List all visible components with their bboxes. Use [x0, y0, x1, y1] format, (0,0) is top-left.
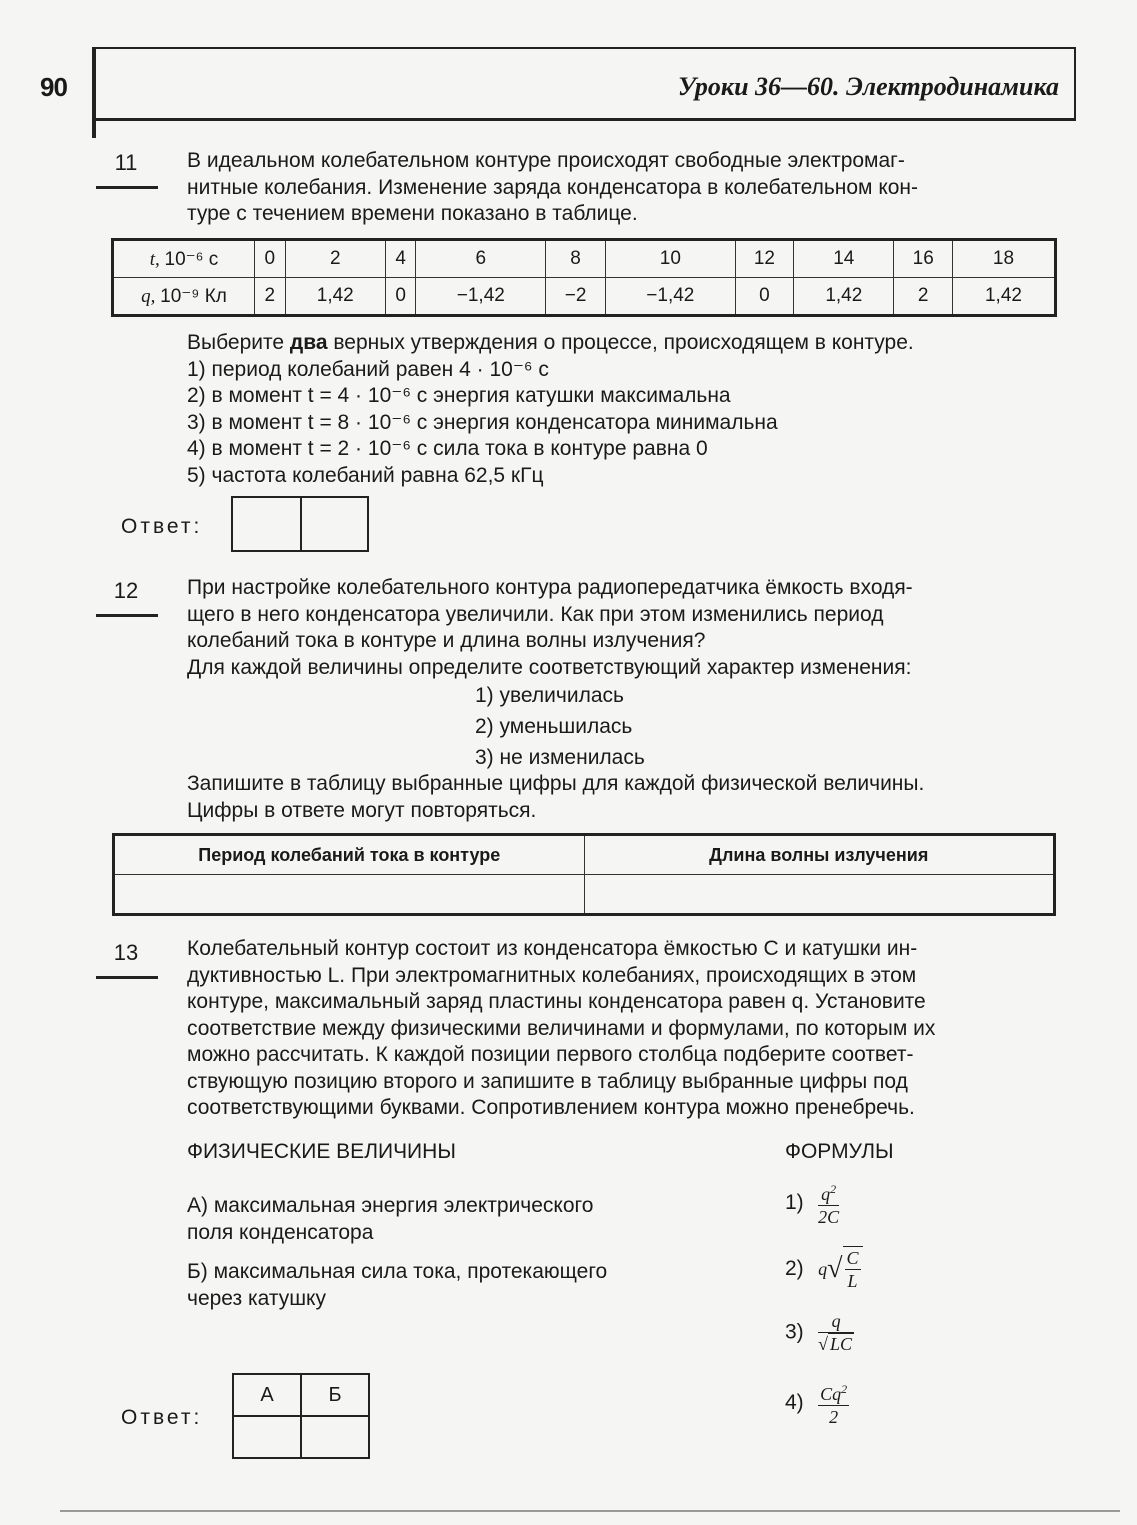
- table-cell: 2: [255, 278, 286, 316]
- header-frame-tick: [92, 120, 96, 138]
- time-row: [113, 240, 1056, 278]
- q12-header-period: Период колебаний тока в контуре: [114, 835, 585, 875]
- charge-row: [113, 278, 1056, 316]
- question-13-text: [187, 936, 935, 1122]
- q11-prompt: Выберите два верных утверждения о процессе, происходящем в контуре.: [187, 331, 914, 354]
- bottom-divider: [60, 1510, 1120, 1512]
- q12-answer-table: [112, 833, 1056, 916]
- chapter-title: Уроки 36—60. Электродинамика: [677, 72, 1059, 101]
- formula-2: 2) q√ $\frac{C}{L}$: [785, 1246, 863, 1292]
- q12-header-wavelength: Длина волны излучения: [584, 835, 1055, 875]
- q11-text-line: нитные колебания. Изменение заряда конденсатора в колебательном кон-: [187, 175, 919, 199]
- answer-cell-a[interactable]: [233, 1416, 301, 1458]
- q13-text-line: контуре, максимальный заряд пластины конденсатора равен q. Установите: [187, 990, 926, 1013]
- q12-text-line: При настройке колебательного контура радиопередатчика ёмкость входя-: [187, 576, 913, 599]
- question-11-number: 11: [114, 150, 138, 175]
- q13-text-line: соответствующими буквами. Сопротивлением контура можно пренебречь.: [187, 1096, 915, 1119]
- question-12-number: 12: [113, 578, 139, 603]
- page-number: 90: [40, 72, 67, 102]
- answer-header-b: Б: [301, 1374, 369, 1416]
- table-cell: 18: [952, 240, 1055, 278]
- question-11-options: [187, 330, 914, 489]
- q13-text-line: дуктивностью L. При электромагнитных колебаниях, происходящих в этом: [187, 963, 917, 987]
- q11-answer-box: [231, 496, 369, 552]
- q12-text-line: колебаний тока в контуре и длина волны излучения?: [187, 629, 706, 652]
- q11-answer-cell-2[interactable]: [302, 498, 367, 550]
- q13-text-line: можно рассчитать. К каждой позиции первого столбца подберите соответ-: [187, 1043, 914, 1066]
- q13-text-line: соответствие между физическими величинами и формулами, по которым их: [187, 1016, 936, 1040]
- table-cell: 0: [385, 278, 416, 316]
- q11-answer-label: Ответ:: [121, 515, 203, 538]
- q12-choice-2: 2) уменьшилась: [475, 715, 633, 738]
- table-cell: −1,42: [606, 278, 736, 316]
- table-cell: 0: [735, 278, 793, 316]
- q12-choice-3: 3) не изменилась: [475, 746, 645, 769]
- q11-option-1: 1) период колебаний равен 4 · 10⁻⁶ с: [187, 357, 549, 381]
- q13-right-column-title: ФОРМУЛЫ: [785, 1140, 894, 1163]
- charge-time-table: [111, 238, 1057, 317]
- q13-item-b: Б) максимальная сила тока, протекающего через катушку: [187, 1260, 608, 1310]
- q12-answer-period[interactable]: [114, 875, 585, 915]
- table-cell: 12: [735, 240, 793, 278]
- q11-option-3: 3) в момент t = 8 · 10⁻⁶ с энергия конденсатора минимальна: [187, 410, 778, 434]
- q12-instruction-line: Запишите в таблицу выбранные цифры для каждой физической величины.: [187, 772, 925, 795]
- formula-3: 3) $\frac{q}{√ LC}$: [785, 1311, 853, 1354]
- question-13-rule: [96, 976, 158, 979]
- q11-option-4: 4) в момент t = 2 · 10⁻⁶ с сила тока в контуре равна 0: [187, 437, 708, 460]
- q11-option-5: 5) частота колебаний равна 62,5 кГц: [187, 463, 544, 487]
- q13-answer-label: Ответ:: [121, 1406, 203, 1429]
- table-cell: 2: [285, 240, 385, 278]
- q11-option-2: 2) в момент t = 4 · 10⁻⁶ с энергия катушки максимальна: [187, 384, 731, 407]
- question-13-number: 13: [113, 940, 139, 965]
- q12-instruction-line: Цифры в ответе могут повторяться.: [187, 798, 537, 822]
- q12-instruction: [187, 771, 924, 824]
- table-cell: −2: [546, 278, 606, 316]
- q13-item-a: А) максимальная энергия электрического поля конденсатора: [187, 1194, 594, 1244]
- charge-row-header: q, 10⁻⁹ Кл: [113, 278, 255, 316]
- answer-cell-b[interactable]: [301, 1416, 369, 1458]
- q13-left-column-title: ФИЗИЧЕСКИЕ ВЕЛИЧИНЫ: [187, 1140, 456, 1163]
- answer-header-a: А: [233, 1374, 301, 1416]
- formula-4: 4) $\frac{Cq^2}{2}$: [785, 1378, 849, 1428]
- table-cell: 10: [606, 240, 736, 278]
- formula-1: 1) $\frac{q^2}{2C}$: [785, 1178, 839, 1228]
- q12-choice-1: 1) увеличилась: [475, 684, 624, 707]
- time-row-header: t, 10⁻⁶ с: [113, 240, 255, 278]
- q13-text-line: Колебательный контур состоит из конденсатора ёмкостью C и катушки ин-: [187, 937, 918, 960]
- q12-choices: [475, 680, 645, 773]
- q13-answer-table: [232, 1373, 370, 1459]
- q11-answer-cell-1[interactable]: [233, 498, 302, 550]
- table-cell: 4: [385, 240, 416, 278]
- q12-text-line: щего в него конденсатора увеличили. Как при этом изменились период: [187, 602, 884, 626]
- question-11-rule: [96, 186, 158, 189]
- q12-text-line: Для каждой величины определите соответствующий характер изменения:: [187, 655, 912, 679]
- table-cell: 16: [894, 240, 952, 278]
- question-12-text: [187, 575, 913, 681]
- table-cell: 2: [894, 278, 952, 316]
- table-cell: 8: [546, 240, 606, 278]
- table-cell: 1,42: [952, 278, 1055, 316]
- table-cell: 1,42: [794, 278, 894, 316]
- q13-text-line: ствующую позицию второго и запишите в таблицу выбранные цифры под: [187, 1069, 908, 1093]
- table-cell: 1,42: [285, 278, 385, 316]
- q11-text-line: В идеальном колебательном контуре происходят свободные электромаг-: [187, 149, 905, 172]
- table-cell: 14: [794, 240, 894, 278]
- question-11-text: [187, 148, 918, 228]
- q12-answer-wavelength[interactable]: [584, 875, 1055, 915]
- question-12-rule: [96, 614, 158, 617]
- q11-text-line: туре с течением времени показано в таблице.: [187, 202, 638, 225]
- table-cell: 0: [255, 240, 286, 278]
- table-cell: 6: [416, 240, 546, 278]
- table-cell: −1,42: [416, 278, 546, 316]
